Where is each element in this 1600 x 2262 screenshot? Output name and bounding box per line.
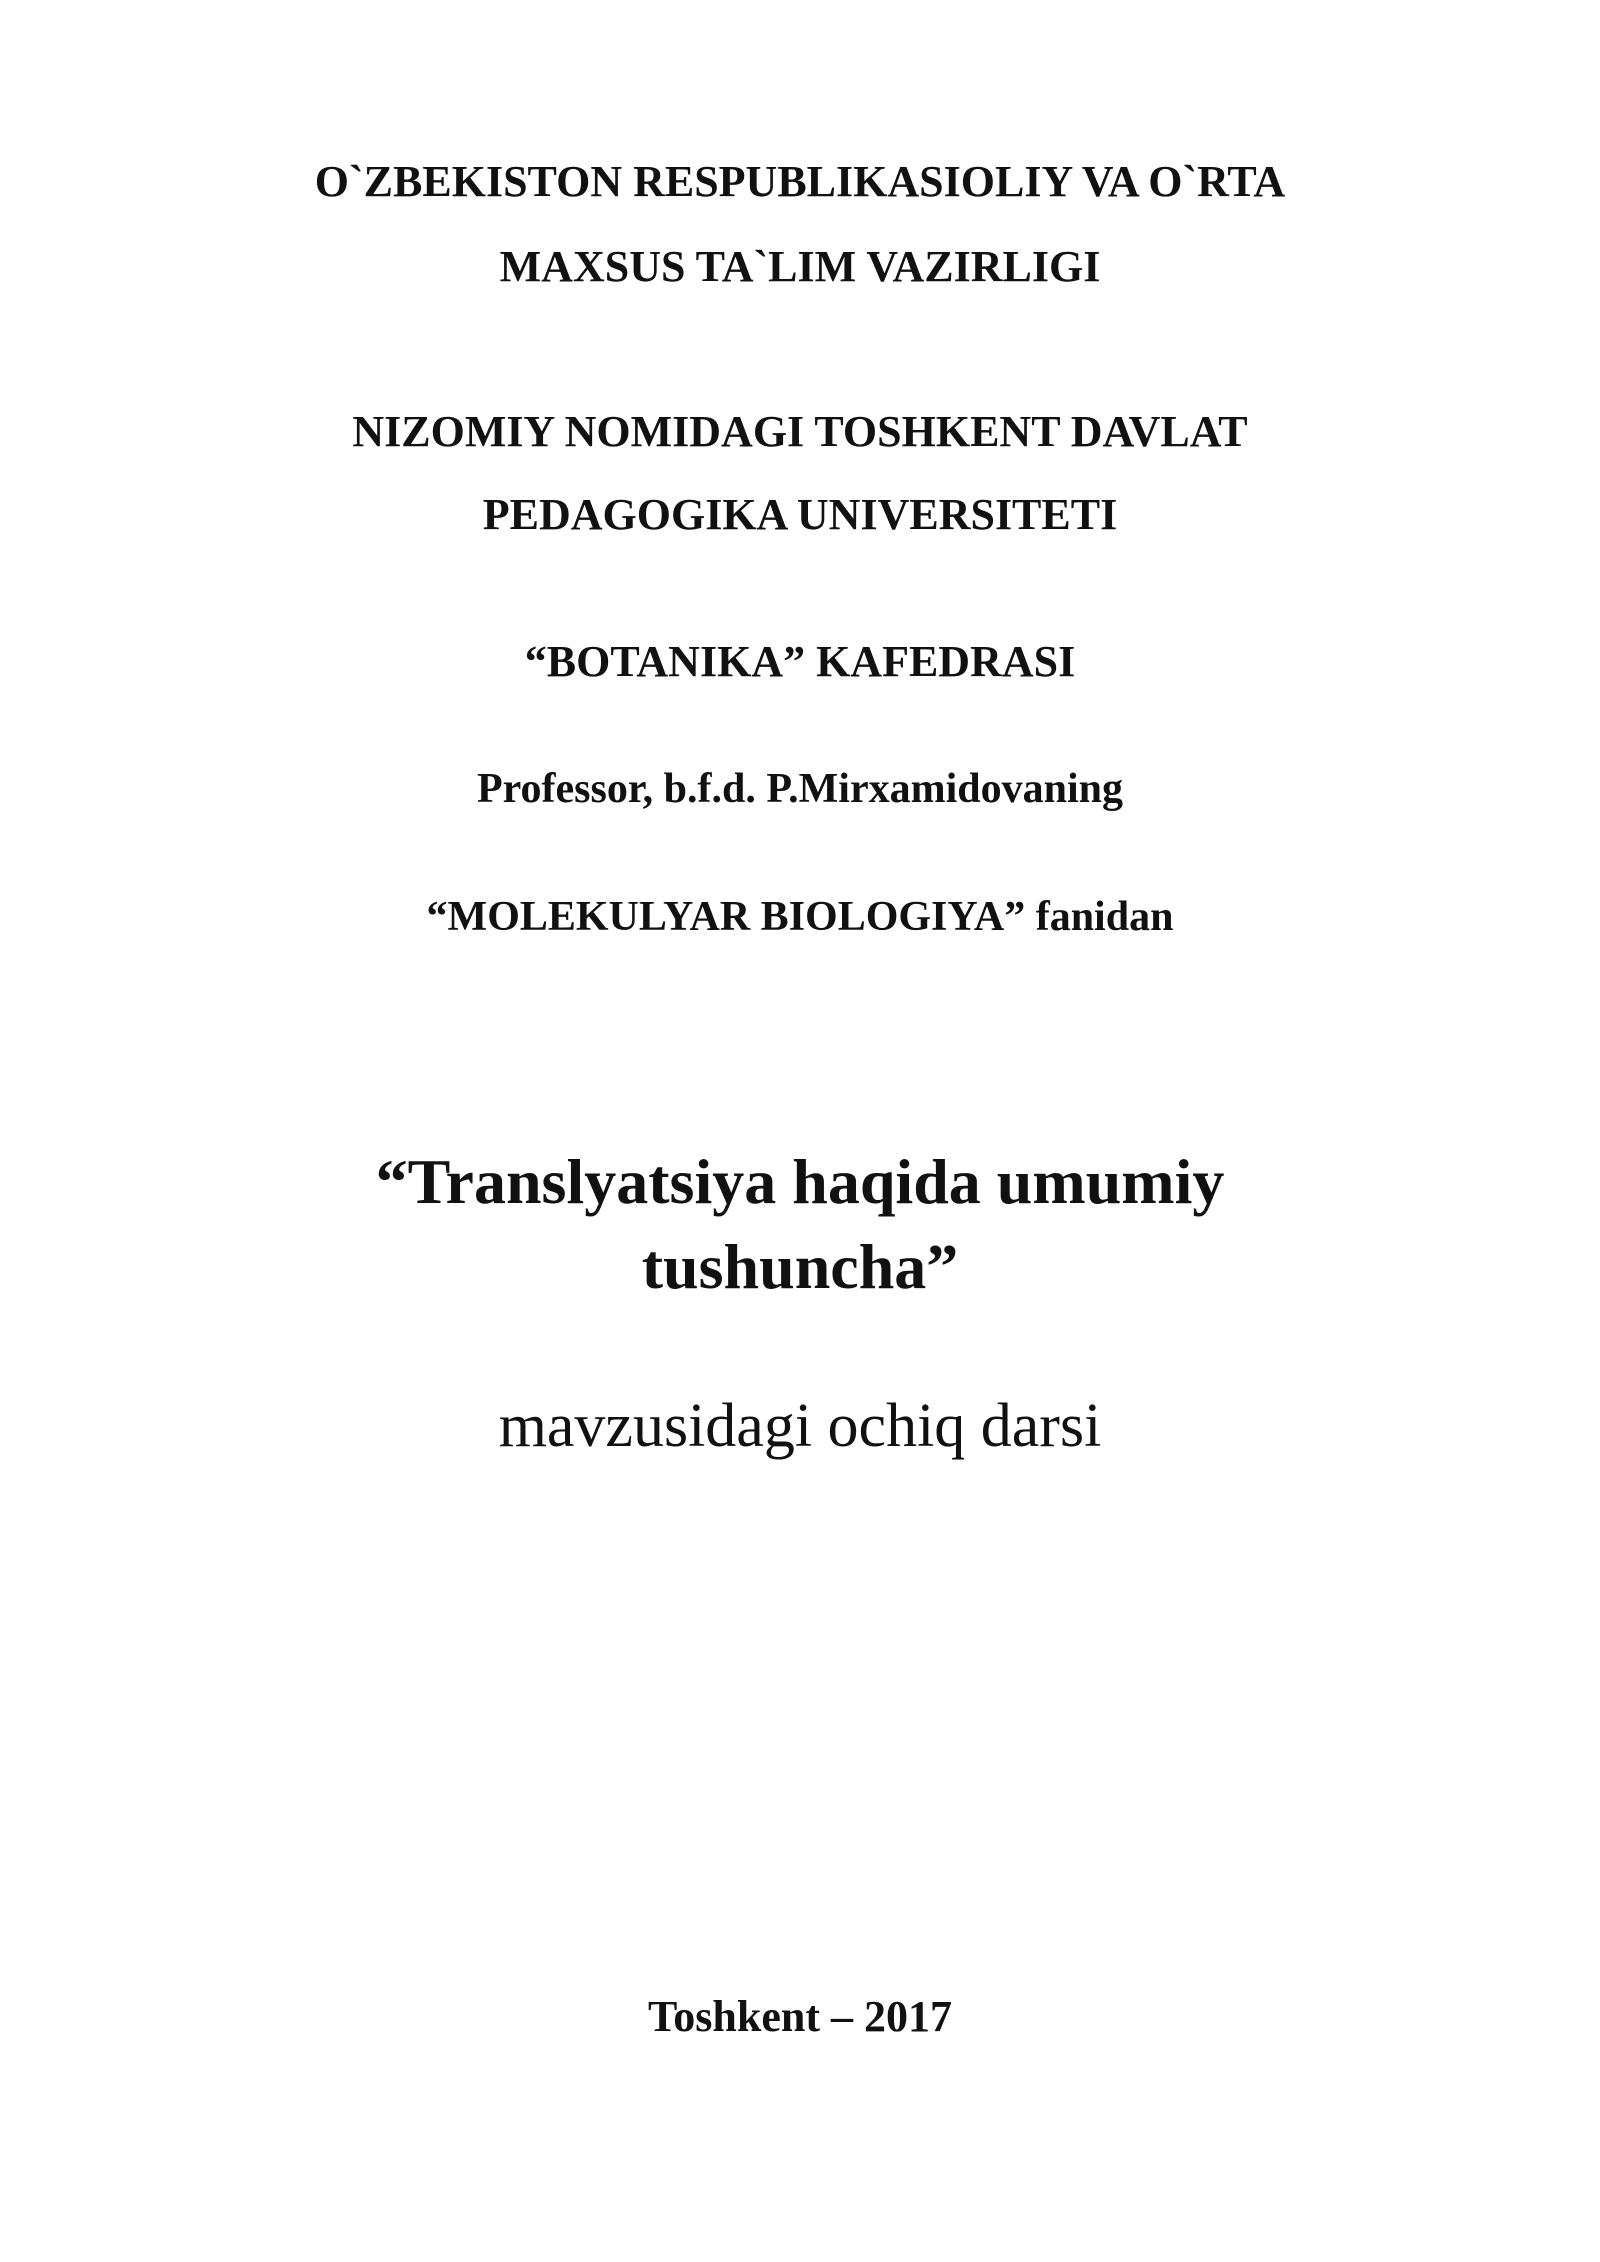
- topic-title-line-2: tushuncha”: [641, 1231, 959, 1302]
- university-line-1: NIZOMIY NOMIDAGI TOSHKENT DAVLAT: [352, 407, 1248, 456]
- topic-title-line-1: “Translyatsiya haqida umumiy: [375, 1146, 1225, 1217]
- university-line-2: PEDAGOGIKA UNIVERSITETI: [482, 490, 1118, 539]
- subject-line: “MOLEKULYAR BIOLOGIYA” fanidan: [426, 894, 1174, 940]
- ministry-line-2: MAXSUS TA`LIM VAZIRLIGI: [499, 242, 1101, 291]
- lesson-type: mavzusidagi ochiq darsi: [498, 1392, 1102, 1460]
- place-year: Toshkent – 2017: [647, 1992, 953, 2041]
- ministry-line-1: O`ZBEKISTON RESPUBLIKASIOLIY VA O`RTA: [314, 157, 1286, 206]
- department-name: “BOTANIKA” KAFEDRASI: [524, 637, 1076, 686]
- author-line: Professor, b.f.d. P.Mirxamidovaning: [477, 766, 1123, 812]
